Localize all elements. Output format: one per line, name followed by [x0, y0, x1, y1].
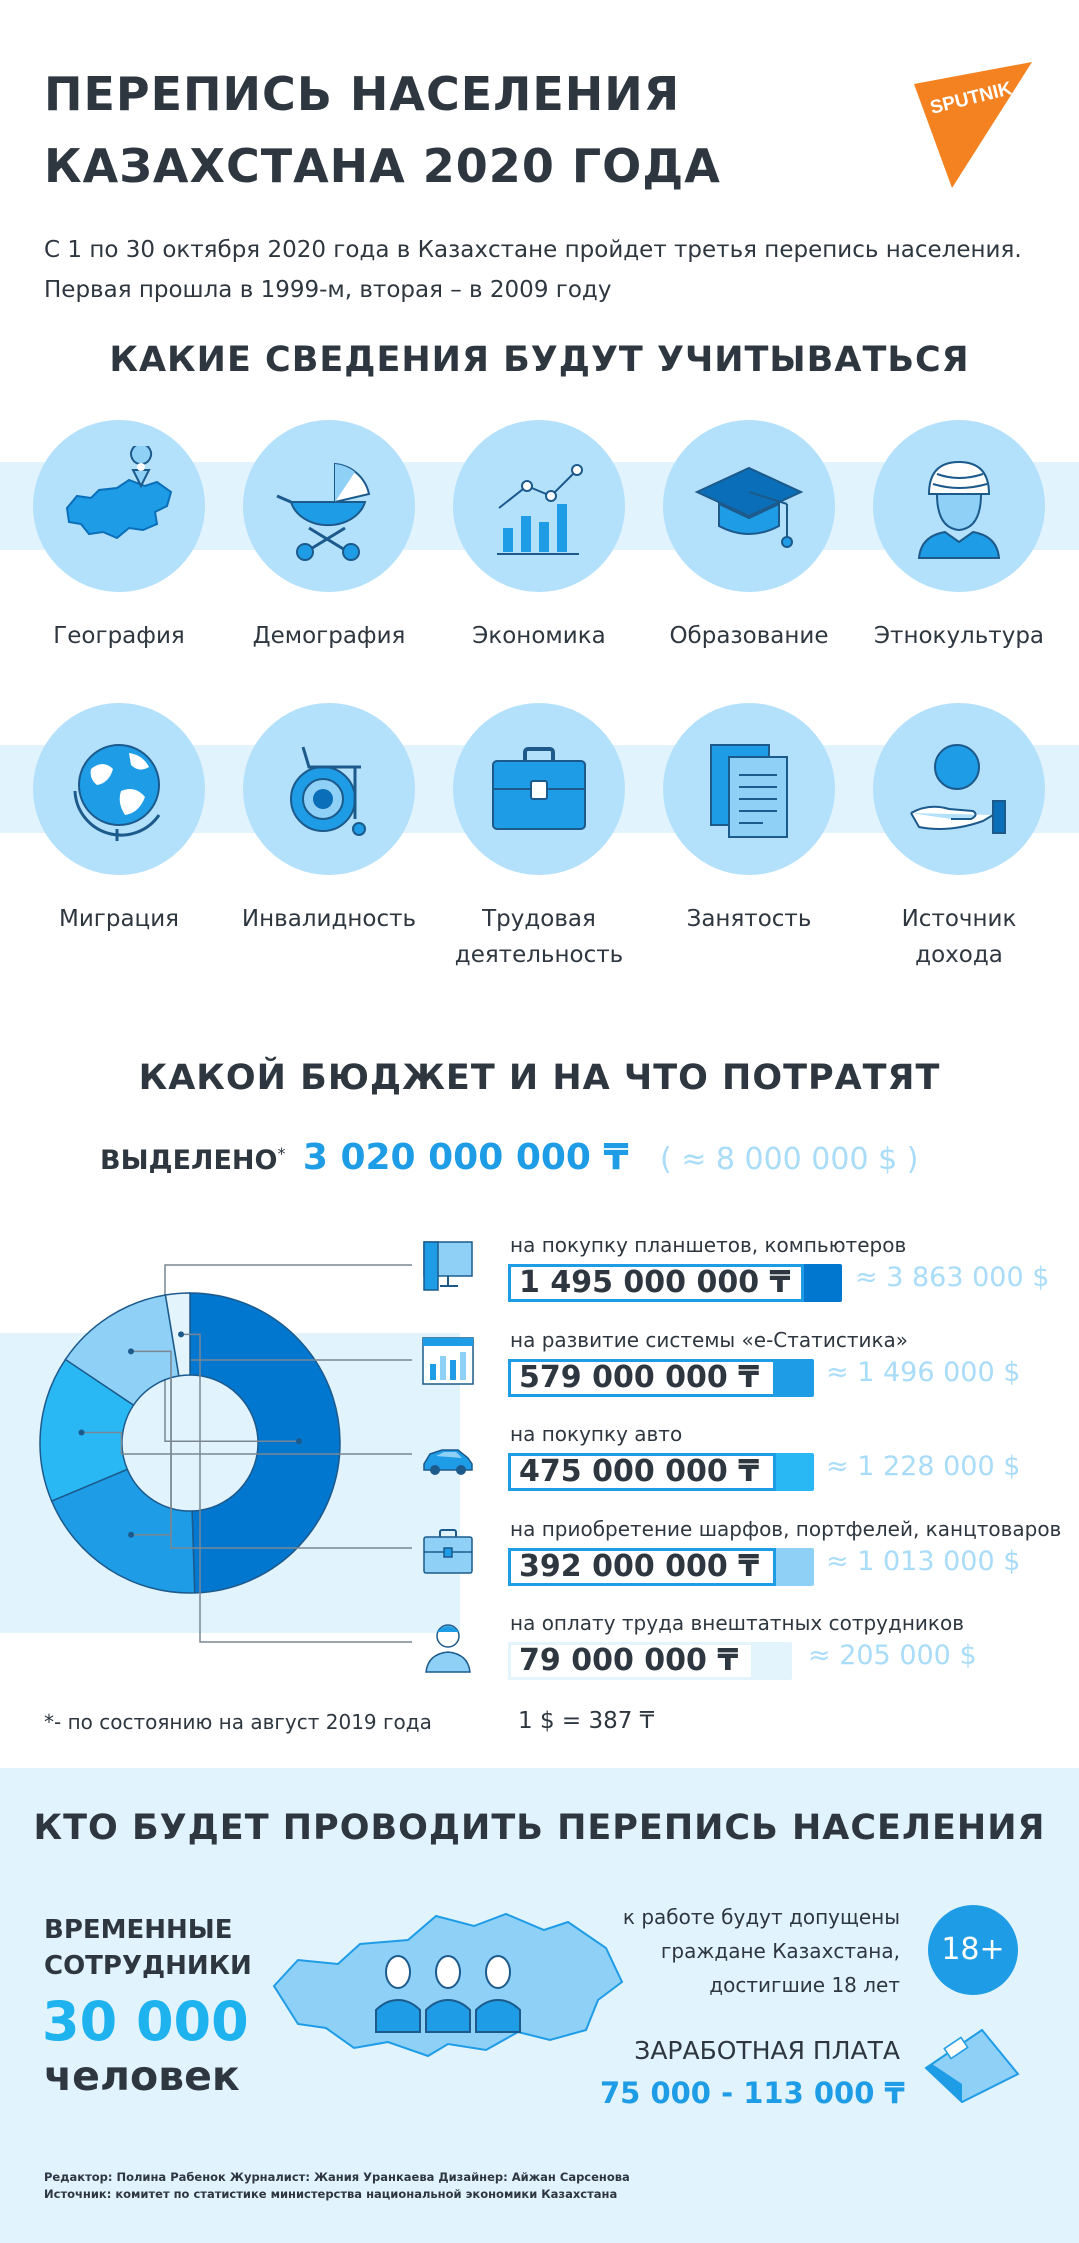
donut-leader-dot — [296, 1438, 302, 1444]
title-line-1: ПЕРЕПИСЬ НАСЕЛЕНИЯ — [44, 67, 681, 121]
temp-line-1: ВРЕМЕННЫЕ — [44, 1915, 233, 1945]
donut-leader-line — [82, 1432, 412, 1454]
category-label: Образование — [669, 623, 829, 649]
budget-item-value: 1 495 000 000 ₸ — [508, 1264, 804, 1302]
temp-line-2: СОТРУДНИКИ — [44, 1951, 252, 1981]
sputnik-logo — [914, 62, 1034, 188]
budget-item-label: на покупку планшетов, компьютеров — [510, 1233, 907, 1257]
category-label — [434, 901, 644, 973]
category-migration — [14, 703, 224, 937]
age-badge: 18+ — [928, 1905, 1018, 1995]
category-label: Этнокультура — [873, 623, 1045, 649]
budget-item-usd: ≈ 1 496 000 $ — [826, 1357, 1021, 1388]
allocated-line — [100, 1137, 918, 1178]
allocated-label: ВЫДЕЛЕНО — [100, 1145, 278, 1176]
requirement-line-3: достигшие 18 лет — [709, 1973, 900, 1997]
person-turban-icon — [899, 446, 1019, 566]
dashboard-icon — [420, 1334, 476, 1390]
donut-leader-dot — [128, 1532, 134, 1538]
budget-item-value: 79 000 000 ₸ — [508, 1642, 754, 1680]
briefcase-icon — [479, 729, 599, 849]
growth-chart-icon — [479, 446, 599, 566]
category-label-line-2: деятельность — [454, 942, 624, 968]
temp-workers-label — [44, 1912, 252, 1984]
allocated-value: 3 020 000 000 ₸ — [302, 1137, 629, 1178]
intro-line-2: Первая прошла в 1999-м, вторая – в 2009 году — [44, 277, 612, 303]
category-label: Занятость — [686, 906, 812, 932]
category-employment — [644, 703, 854, 937]
salary-title: ЗАРАБОТНАЯ ПЛАТА — [634, 2036, 900, 2065]
category-label: Миграция — [58, 906, 179, 932]
category-label — [854, 901, 1064, 973]
logo-text: SPUTNIK — [928, 78, 1015, 119]
kazakhstan-map-icon — [59, 446, 179, 566]
category-label: География — [53, 623, 185, 649]
category-labor — [434, 703, 644, 973]
workers-title: КТО БУДЕТ ПРОВОДИТЬ ПЕРЕПИСЬ НАСЕЛЕНИЯ — [33, 1808, 1046, 1848]
requirements-text — [560, 1900, 900, 2002]
budget-item-label: на оплату труда внештатных сотрудников — [510, 1611, 965, 1635]
allocated-usd: ( ≈ 8 000 000 $ ) — [659, 1142, 919, 1177]
budget-title: КАКОЙ БЮДЖЕТ И НА ЧТО ПОТРАТЯТ — [138, 1058, 941, 1098]
donut-leader-dot — [178, 1331, 184, 1337]
exchange-rate: 1 $ = 387 ₸ — [518, 1708, 655, 1734]
money-envelope-icon — [922, 2024, 1022, 2104]
intro-line-1: С 1 по 30 октября 2020 года в Казахстане пройдет третья перепись населения. — [44, 237, 1022, 263]
allocated-mark: * — [277, 1144, 286, 1163]
computer-icon — [420, 1238, 476, 1294]
budget-item-value: 579 000 000 ₸ — [508, 1359, 776, 1397]
workers-count-unit: человек — [44, 2052, 240, 2100]
category-geography — [14, 420, 224, 654]
category-label-line-1: Трудовая — [482, 906, 596, 932]
car-icon — [420, 1430, 476, 1486]
graduation-cap-icon — [689, 446, 809, 566]
budget-item-label: на приобретение шарфов, портфелей, канцтоваров — [510, 1517, 1062, 1541]
workers-count: 30 000 — [42, 1990, 249, 2053]
category-label: Экономика — [472, 623, 606, 649]
globe-icon — [59, 729, 179, 849]
budget-footnote: *- по состоянию на август 2019 года — [44, 1710, 432, 1734]
category-ethnoculture — [854, 420, 1064, 654]
documents-icon — [689, 729, 809, 849]
budget-item-value: 475 000 000 ₸ — [508, 1453, 776, 1491]
categories-title: КАКИЕ СВЕДЕНИЯ БУДУТ УЧИТЫВАТЬСЯ — [109, 340, 970, 380]
briefcase-icon — [420, 1524, 476, 1580]
credits-line-2: Источник: комитет по статистике министерства национальной экономики Казахстана — [44, 2187, 618, 2201]
credits-line-1: Редактор: Полина Рабенок Журналист: Жания Уранкаева Дизайнер: Айжан Сарсенова — [44, 2170, 630, 2184]
employee-icon — [420, 1618, 476, 1674]
salary-value: 75 000 - 113 000 ₸ — [600, 2076, 905, 2110]
donut-leader-dot — [79, 1429, 85, 1435]
budget-item-label: на покупку авто — [510, 1422, 683, 1446]
category-label: Демография — [252, 623, 406, 649]
coin-hand-icon — [899, 729, 1019, 849]
requirement-line-2: граждане Казахстана, — [660, 1939, 900, 1963]
budget-item-label: на развитие системы «е-Статистика» — [510, 1328, 909, 1352]
budget-item-usd: ≈ 1 013 000 $ — [826, 1546, 1021, 1577]
budget-item-value: 392 000 000 ₸ — [508, 1548, 776, 1586]
budget-item-usd: ≈ 1 228 000 $ — [826, 1451, 1021, 1482]
category-economy — [434, 420, 644, 654]
budget-item-usd: ≈ 205 000 $ — [808, 1640, 977, 1671]
category-label-line-1: Источник — [901, 906, 1017, 932]
intro-text — [44, 230, 1044, 310]
wheelchair-icon — [269, 729, 389, 849]
category-education — [644, 420, 854, 654]
category-income — [854, 703, 1064, 973]
category-disability — [224, 703, 434, 937]
baby-stroller-icon — [269, 446, 389, 566]
donut-leader-dot — [128, 1348, 134, 1354]
requirement-line-1: к работе будут допущены — [622, 1905, 900, 1929]
title-line-2: КАЗАХСТАНА 2020 ГОДА — [44, 139, 721, 193]
category-label-line-2: дохода — [915, 942, 1003, 968]
category-label: Инвалидность — [241, 906, 417, 932]
page-title — [44, 58, 864, 202]
category-demography — [224, 420, 434, 654]
budget-item-usd: ≈ 3 863 000 $ — [855, 1262, 1050, 1293]
